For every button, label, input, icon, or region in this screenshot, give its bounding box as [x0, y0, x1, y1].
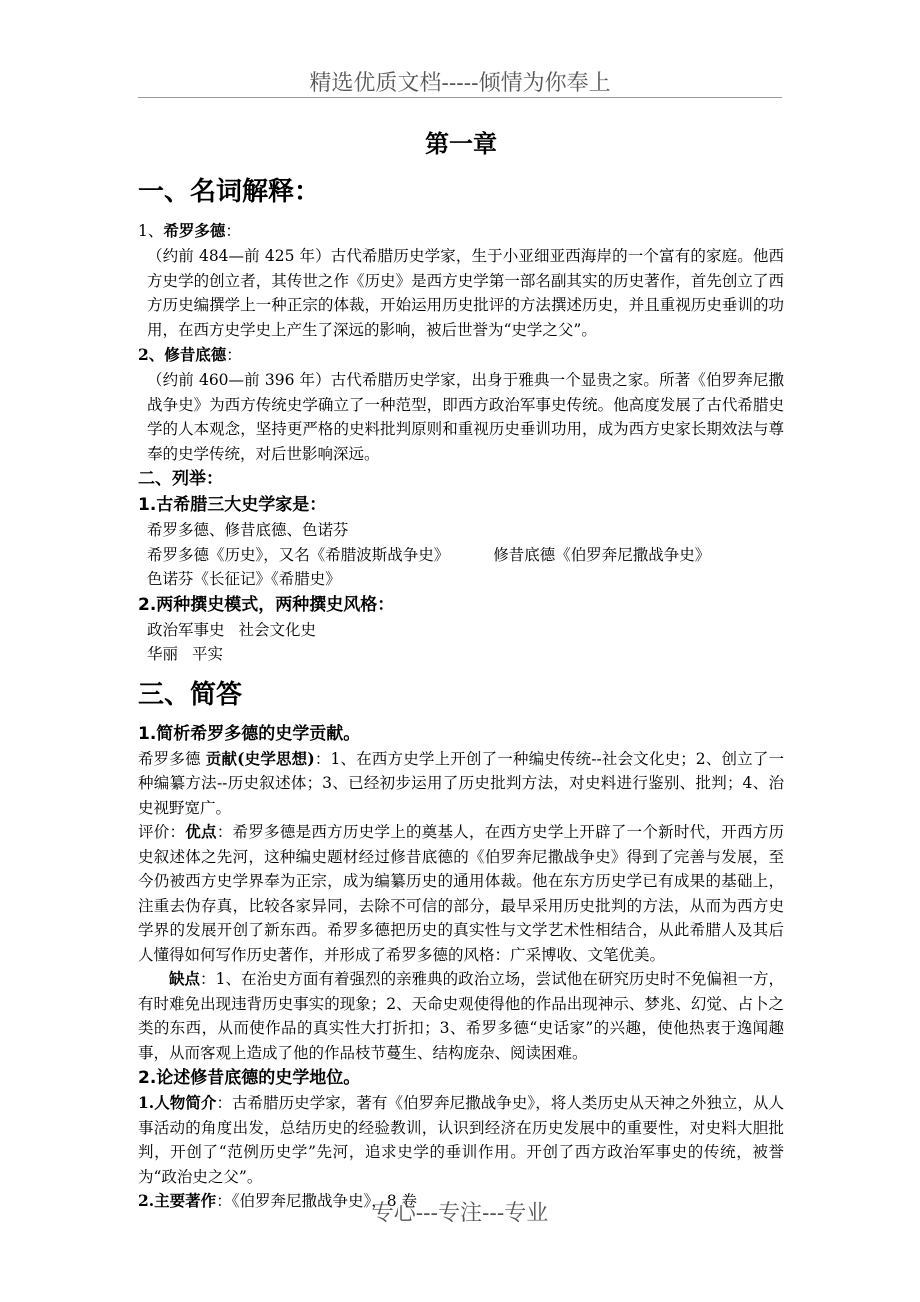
section-3-title: 三、简答 — [138, 679, 243, 710]
paragraph-prefix: 希罗多德 — [138, 749, 206, 768]
profile-paragraph — [138, 1091, 784, 1189]
chapter-title: 第一章 — [425, 129, 497, 158]
paragraph-text: ：《伯罗奔尼撒战争史》，8 卷 — [216, 1192, 417, 1210]
list-answer-part: 希罗多德《历史》，又名《希腊波斯战争史》 — [147, 545, 450, 564]
list-answer-part: 平实 — [192, 645, 224, 663]
document-body — [138, 116, 784, 1214]
list-answer-line — [138, 543, 784, 568]
list-answer-part: 政治军事史 — [147, 620, 225, 639]
term-thucydides-text: （约前 460—前 396 年）古代希腊历史学家，出身于雅典一个显贵之家。所著《伯罗奔尼撒战争史》为西方传统史学确立了一种范型，即西方政治军事史传统。他高度发展了古代希腊史学的人本观念，坚持更严格的史料批判原则和重视历史垂训功用，成为西方史家长期效法与尊奉的史学传统，对后世影响深远。 — [147, 371, 784, 463]
term-herodotus-text: （约前 484—前 425 年）古代希腊历史学家，生于小亚细亚西海岸的一个富有的家庭。他西方史学的创立者，其传世之作《历史》是西方史学第一部名副其实的历史著作，首先创立了西方历史编撰学上一种正宗的体裁，开始运用历史批评的方法撰述历史，并且重视历史垂训的功用，在西方史学史上产生了深远的影响，被后世誉为“史学之父”。 — [147, 247, 784, 339]
paragraph-prefix: 评价： — [138, 823, 186, 841]
section-2-title: 二、列举： — [138, 469, 223, 489]
term-name: 希罗多德 — [163, 221, 226, 240]
list-answer-part: 华丽 — [147, 645, 179, 663]
list-answer-line: 色诺芬《长征记》《希腊史》 — [147, 570, 341, 588]
header-divider — [138, 97, 782, 98]
list-answer-line — [138, 642, 784, 667]
paragraph-label: 优点 — [185, 822, 217, 841]
paragraph-label: 贡献(史学思想) — [205, 748, 315, 768]
list-question-2: 2.两种撰史模式，两种撰史风格： — [138, 594, 395, 615]
page-header: 精选优质文档-----倾情为你奉上 — [309, 71, 611, 96]
term-thucydides-label — [138, 342, 784, 368]
paragraph-text: ：古希腊历史学家，著有《伯罗奔尼撒战争史》，将人类历史从天神之外独立，从人事活动的角度出发，总结历史的经验教训，认识到经济在历史发展中的重要性，对史料大胆批判，开创了“范例历史学”先河，追求史学的垂训作用。开创了西方政治军事史的传统，被誉为“政治史之父”。 — [138, 1094, 784, 1186]
list-answer-line — [138, 618, 784, 643]
paragraph-text: ：希罗多德是西方历史学上的奠基人，在西方史学上开辟了一个新时代，开西方历史叙述体之先河，这种编史题材经过修昔底德的《伯罗奔尼撒战争史》得到了完善与发展，至今仍被西方史学界奉为正宗，成为编纂历史的通用体裁。他在东方历史学已有成果的基础上，注重去伪存真，比较各家异同，去除不可信的部分，最早采用历史批判的方法，从而为西方史学界的发展开创了新东西。希罗多德把历史的真实性与文学艺术性相结合，从此希腊人及其后人懂得如何写作历史著作，并形成了希罗多德的风格：广采博收、文笔优美。 — [138, 823, 784, 964]
paragraph-label: 1.人物简介 — [138, 1093, 217, 1112]
paragraph-text: ：1、在西方史学上开创了一种编史传统--社会文化史；2、创立了一种编纂方法--历史叙述体；3、已经初步运用了历史批判方法，对史料进行鉴别、批判；4、治史视野宽广。 — [138, 749, 785, 817]
term-name: 2、修昔底德 — [138, 345, 227, 364]
evaluation-paragraph — [138, 820, 784, 967]
list-answer-part: 修昔底德《伯罗奔尼撒战争史》 — [493, 545, 711, 564]
list-answer-line: 希罗多德、修昔底德、色诺芬 — [147, 521, 349, 539]
weakness-paragraph — [138, 967, 784, 1065]
page-footer: 专心---专注---专业 — [371, 1201, 549, 1226]
short-answer-question-2: 2.论述修昔底德的史学地位。 — [138, 1068, 361, 1088]
term-herodotus-label — [138, 218, 784, 244]
contribution-paragraph — [138, 747, 784, 821]
list-answer-part: 社会文化史 — [238, 620, 317, 639]
short-answer-question-1: 1.简析希罗多德的史学贡献。 — [138, 723, 361, 744]
list-question-1: 1.古希腊三大史学家是： — [138, 495, 327, 515]
paragraph-label: 2.主要著作 — [138, 1191, 217, 1210]
term-number: 1、 — [138, 222, 164, 240]
section-1-title: 一、名词解释： — [138, 177, 321, 207]
paragraph-text: ：1、在治史方面有着强烈的亲雅典的政治立场，尝试他在研究历史时不免偏袒一方，有时难免出现违背历史事实的现象；2、天命史观使得他的作品出现神示、梦兆、幻觉、占卜之类的东西，从而使作品的真实性大打折扣；3、希罗多德“史话家”的兴趣，使他热衷于逸闻趣事，从而客观上造成了他的作品枝节蔓生、结构庞杂、阅读困难。 — [138, 970, 784, 1062]
term-colon: ： — [226, 346, 242, 364]
paragraph-label: 缺点 — [169, 969, 201, 988]
term-colon: ： — [225, 222, 241, 240]
